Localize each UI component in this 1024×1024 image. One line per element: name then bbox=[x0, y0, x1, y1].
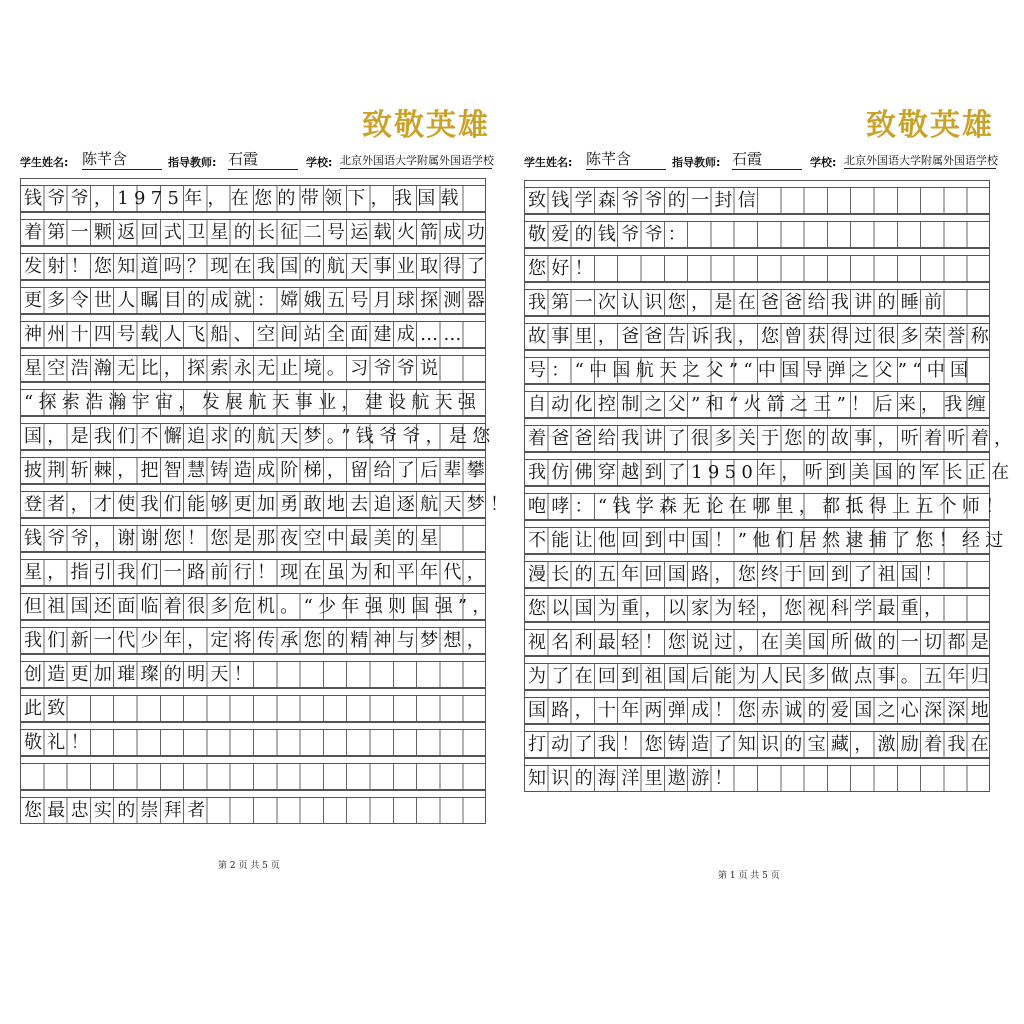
grid-row bbox=[20, 722, 486, 756]
line-text: 着第一颗返回式卫星的长征二号运载火箭成功 bbox=[24, 222, 490, 243]
line-text bbox=[21, 764, 24, 789]
line-text: 着爸爸给我讲了很多关于您的故事，听着听着， bbox=[528, 428, 1018, 449]
grid-row bbox=[524, 588, 990, 622]
grid-row bbox=[20, 178, 486, 212]
student-label: 学生姓名: bbox=[524, 156, 573, 169]
essay-page-1 bbox=[512, 0, 1018, 1024]
line-text: 披荆斩棘，把智慧铸造成阶梯，留给了后辈攀 bbox=[24, 460, 490, 481]
grid-row bbox=[524, 724, 994, 758]
line-text: 星空浩瀚无比，探索永无止境。习爷爷说 bbox=[24, 358, 444, 379]
grid-row bbox=[524, 486, 1009, 520]
student-info-bar bbox=[20, 150, 496, 172]
banner-title: 致敬英雄 bbox=[866, 108, 994, 143]
letter-title: 致钱学森爷爷的一封信 bbox=[528, 190, 761, 211]
line-text: 此致 bbox=[24, 698, 71, 719]
grid-row bbox=[524, 554, 990, 588]
grid-row bbox=[524, 656, 994, 690]
line-text: 打动了我！您铸造了知识的宝藏，激励着我在 bbox=[528, 734, 994, 755]
grid-row bbox=[20, 790, 486, 824]
line-text: 创造更加璀璨的明天！ bbox=[24, 664, 257, 685]
line-text: 知识的海洋里遨游！ bbox=[528, 768, 738, 789]
banner-title: 致敬英雄 bbox=[362, 108, 490, 143]
grid-row bbox=[20, 246, 490, 280]
line-text: 我们新一代少年，定将传承您的精神与梦想， bbox=[24, 630, 490, 651]
teacher-name: 石霞 bbox=[228, 148, 298, 170]
line-text: 号：“中国航天之父”“中国导弹之父”“中国 bbox=[528, 360, 974, 381]
grid-row bbox=[524, 384, 990, 418]
grid-row bbox=[20, 484, 514, 518]
line-text: 国路，十年两弹成！您赤诚的爱国之心深深地 bbox=[528, 700, 994, 721]
line-text: 故事里，爸爸告诉我，您曾获得过很多荣誉称 bbox=[528, 326, 994, 347]
grid-row bbox=[20, 280, 490, 314]
writing-grid bbox=[20, 178, 514, 824]
page-number: 第 2 页 共 5 页 bbox=[218, 861, 280, 871]
grid-row bbox=[524, 690, 994, 724]
grid-row bbox=[524, 282, 990, 316]
grid-row bbox=[524, 316, 994, 350]
student-name: 陈芊含 bbox=[82, 148, 162, 170]
grid-row bbox=[20, 586, 496, 620]
student-name: 陈芊含 bbox=[586, 148, 666, 170]
grid-row bbox=[524, 520, 1009, 554]
line-text: 敬礼！ bbox=[24, 732, 94, 753]
grid-row bbox=[20, 382, 486, 416]
grid-row bbox=[20, 688, 486, 722]
grid-row bbox=[20, 518, 486, 552]
grid-row bbox=[20, 314, 486, 348]
student-info-bar bbox=[524, 150, 1000, 172]
grid-row bbox=[524, 350, 990, 384]
writing-grid bbox=[524, 180, 1018, 792]
grid-row bbox=[20, 654, 486, 688]
grid-row bbox=[20, 552, 490, 586]
line-text: 自动化控制之父”和“火箭之王”！后来，我缠 bbox=[528, 394, 991, 415]
grid-row bbox=[524, 418, 1018, 452]
line-text: 发射！您知道吗？现在我国的航天事业取得了 bbox=[24, 256, 490, 277]
grid-row bbox=[524, 214, 990, 248]
line-text: 更多令世人瞩目的成就：嫦娥五号月球探测器 bbox=[24, 290, 490, 311]
teacher-name: 石霞 bbox=[732, 148, 802, 170]
grid-row bbox=[524, 248, 990, 282]
line-text: 您好！ bbox=[528, 258, 598, 279]
line-text: 国，是我们不懈追求的航天梦。”钱爷爷，是您 bbox=[24, 426, 496, 447]
line-text: 视名利最轻！您说过，在美国所做的一切都是 bbox=[528, 632, 994, 653]
grid-row bbox=[20, 416, 496, 450]
line-text: 漫长的五年回国路，您终于回到了祖国！ bbox=[528, 564, 948, 585]
line-text: 咆哮：“钱学森无论在哪里，都抵得上五个师！ bbox=[528, 496, 1009, 517]
grid-row bbox=[524, 180, 990, 214]
page-number: 第 1 页 共 5 页 bbox=[718, 871, 780, 881]
line-text: 您以国为重，以家为轻，您视科学最重， bbox=[528, 598, 948, 619]
line-text: 但祖国还面临着很多危机。“少年强则国强”， bbox=[24, 596, 496, 617]
teacher-label: 指导教师: bbox=[168, 156, 217, 169]
line-text: 神州十四号载人飞船、空间站全面建成…… bbox=[24, 324, 467, 345]
line-text: 星，指引我们一路前行！现在虽为和平年代， bbox=[24, 562, 490, 583]
grid-row bbox=[20, 348, 486, 382]
line-text: 钱爷爷，1975年，在您的带领下，我国载 bbox=[24, 188, 464, 209]
grid-row bbox=[524, 452, 1015, 486]
signature-line: 您最忠实的崇拜者 bbox=[24, 800, 211, 821]
school-label: 学校: bbox=[810, 156, 837, 169]
line-text: 登者，才使我们能够更加勇敢地去追逐航天梦！ bbox=[24, 494, 514, 515]
grid-row bbox=[20, 620, 490, 654]
line-text: 我第一次认识您，是在爸爸给我讲的睡前 bbox=[528, 292, 948, 313]
line-text: 钱爷爷，谢谢您！您是那夜空中最美的星 bbox=[24, 528, 444, 549]
line-text: 为了在回到祖国后能为人民多做点事。五年归 bbox=[528, 666, 994, 687]
grid-row bbox=[20, 450, 490, 484]
line-text: “探索浩瀚宇宙，发展航天事业，建设航天强 bbox=[24, 392, 482, 413]
grid-row bbox=[20, 756, 486, 790]
school-name: 北京外国语大学附属外国语学校 bbox=[844, 154, 998, 167]
school-name: 北京外国语大学附属外国语学校 bbox=[340, 154, 494, 167]
student-label: 学生姓名: bbox=[20, 156, 69, 169]
grid-row bbox=[524, 758, 990, 792]
school-label: 学校: bbox=[306, 156, 333, 169]
line-text: 我仿佛穿越到了1950年，听到美国的军长正在 bbox=[528, 462, 1015, 483]
grid-row bbox=[524, 622, 994, 656]
grid-row bbox=[20, 212, 490, 246]
essay-page-2 bbox=[8, 0, 514, 1024]
teacher-label: 指导教师: bbox=[672, 156, 721, 169]
line-text: 敬爱的钱爷爷： bbox=[528, 224, 692, 245]
line-text: 不能让他回到中国！”他们居然逮捕了您！经过 bbox=[528, 530, 1009, 551]
